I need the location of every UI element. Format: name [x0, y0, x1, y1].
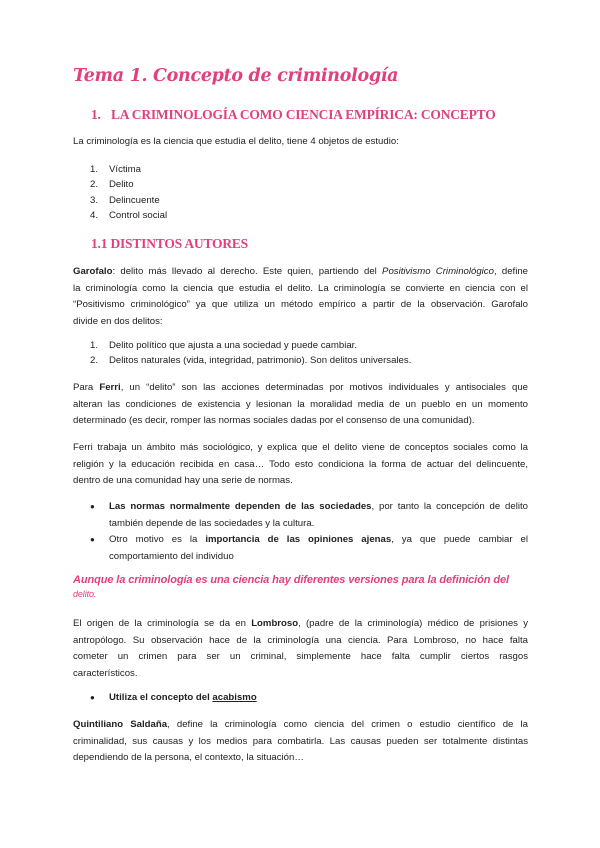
acabismo-bullet-list [90, 690, 528, 707]
section-heading-1 [91, 107, 496, 123]
list-item: 4. Control social [90, 209, 168, 221]
study-objects-list [90, 162, 167, 223]
ferri-sociology-paragraph: Ferri trabaja un ámbito más sociológico, y explica que el delito viene de conceptos sociales como la religión y la educación recibida en casa… Todo esto condiciona la forma de actuar del delincuente, dentro de una comunidad hay una serie de normas. [73, 442, 528, 487]
author-name: Garofalo [73, 266, 113, 277]
page-title: Tema 1. Concepto de criminología [73, 66, 399, 86]
intro-text: La criminología es la ciencia que estudia el delito, tiene 4 objetos de estudio: [73, 136, 399, 147]
section-heading-1-1: 1.1 DISTINTOS AUTORES [91, 236, 248, 251]
list-item: ● Otro motivo es la importancia de las opiniones ajenas, ya que puede cambiar el comportamiento del individuo [90, 532, 528, 565]
list-item: 3. Delincuente [90, 194, 160, 206]
author-name: Lombroso [251, 618, 299, 629]
author-name: Ferri [99, 382, 121, 393]
ferri-paragraph: Para Ferri, un “delito” son las acciones determinadas por motivos individuales y antisociales que alteran las condiciones de existencia y lesionan la moralidad media de un pueblo en un momento determinado (es decir, romper las normas sociales dadas por el consenso de una comunidad). [73, 382, 528, 427]
list-item: 2. Delitos naturales (vida, integridad, patrimonio). Son delitos universales. [90, 355, 412, 367]
garofalo-paragraph: Garofalo: delito más llevado al derecho. Este quien, partiendo del Positivismo Criminológico, define la criminología como la ciencia que estudia el delito. La criminología se convierte en ciencia con el “Positivismo criminológico” ya que utiliza un método empírico a partir de la observación. Garofalo divide en dos delitos: [73, 266, 528, 327]
section-number: 1. [91, 107, 101, 122]
intro-paragraph [73, 134, 528, 151]
section-title: LA CRIMINOLOGÍA COMO CIENCIA EMPÍRICA: CONCEPTO [111, 107, 496, 122]
list-item: ● Utiliza el concepto del acabismo [90, 690, 528, 707]
saldana-paragraph: Quintiliano Saldaña, define la criminología como ciencia del crimen o estudio científico de la criminalidad, sus causas y los medios para combatirla. Las causas pueden ser totalmente distintas dependiendo de la persona, el contexto, la situación… [73, 719, 528, 764]
lombroso-paragraph: El origen de la criminología se da en Lombroso, (padre de la criminología) médico de prisiones y antropólogo. Su observación hace de la criminología una ciencia. Para Lombroso, no hace falta cometer un crimen para ser un criminal, simplemente hace falta cumplir ciertos rasgos característicos. [73, 618, 528, 679]
list-item: 1. Víctima [90, 164, 141, 175]
highlight-note: Aunque la criminología es una ciencia hay diferentes versiones para la definición del delito. [73, 574, 509, 599]
list-item: 2. Delito [90, 179, 134, 191]
list-item: 1. Delito político que ajusta a una sociedad y puede cambiar. [90, 340, 357, 351]
delitos-list [90, 338, 411, 369]
author-name: Quintiliano Saldaña [73, 719, 168, 730]
norms-bullet-list [90, 499, 528, 565]
list-item: ● Las normas normalmente dependen de las sociedades, por tanto la concepción de delito también depende de las sociedades y la cultura. [90, 499, 528, 532]
